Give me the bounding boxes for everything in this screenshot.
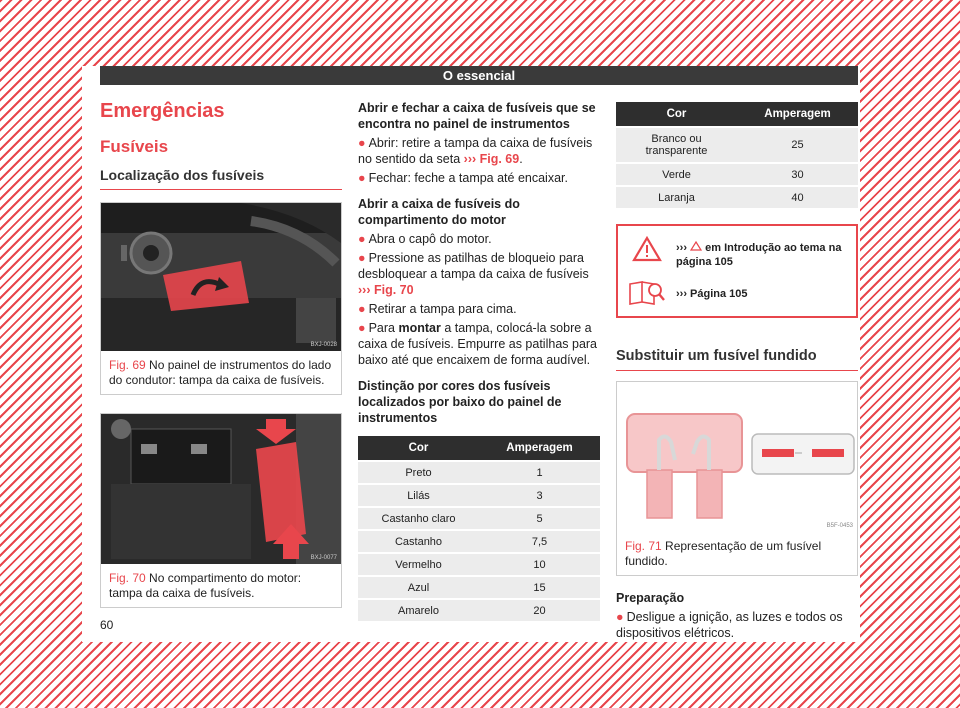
warning-icons [628,236,666,306]
bullet-capo [358,231,600,247]
bullet-text: Para [368,321,395,335]
table-cell: 10 [479,554,600,575]
table-row [358,462,600,483]
figure-caption [101,351,341,394]
figure-label: Fig. 70 [109,571,146,585]
bullet-dot: ● [358,321,366,335]
table-cell: 15 [479,577,600,598]
small-warning-icon [690,241,702,251]
table-cell: Lilás [358,485,479,506]
dashboard-fuse-image [101,203,341,351]
bullet-retirar [358,301,600,317]
column-1 [100,100,342,608]
section-abrir-fechar-title: Abrir e fechar a caixa de fusíveis que se encontra no painel de instrumentos [358,101,596,131]
table-row [358,577,600,598]
bullet-montar [358,320,600,368]
header-bar: O essencial [100,66,858,85]
table-row [358,600,600,621]
figure-caption-text: No compartimento do motor: tampa da caixa de fusíveis. [109,571,302,600]
bullet-dot: ● [358,302,366,316]
heading-fusiveis: Fusíveis [100,137,169,156]
bullet-abrir [358,135,600,167]
table-cell: Preto [358,462,479,483]
table-row [358,508,600,529]
blown-fuse-image [617,382,857,532]
bullet-text: Abra o capô do motor. [368,232,492,246]
table-header: Amperagem [479,436,600,460]
table-cell: Verde [616,164,737,185]
table-cell: Branco ou transparente [616,128,737,162]
page-105-link[interactable]: ››› Página 105 [676,288,748,300]
table-header: Cor [616,102,737,126]
warning-intro-link[interactable] [676,241,846,269]
engine-fuse-image [101,414,341,564]
table-cell: Laranja [616,187,737,208]
dashboard-illustration [101,203,341,351]
bullet-text: Pressione as patilhas de bloqueio para desbloquear a tampa da caixa de fusíveis [358,251,589,281]
table-cell: 5 [479,508,600,529]
section-cores-title: Distinção por cores dos fusíveis localizados por baixo do painel de instrumentos [358,379,562,425]
table-cell: 7,5 [479,531,600,552]
figure-71 [616,381,858,576]
engine-illustration [101,414,341,564]
section-motor-title: Abrir a caixa de fusíveis do compartimento do motor [358,197,520,227]
warning-reference-box [616,224,858,318]
section-preparacao-title: Preparação [616,591,685,605]
bullet-dot: ● [358,136,366,150]
figure-caption-text: Representação de um fusível fundido. [625,539,822,568]
table-cell: Vermelho [358,554,479,575]
table-row [358,485,600,506]
figure-code: BXJ-0028 [310,342,337,348]
table-row [358,531,600,552]
table-cell: Amarelo [358,600,479,621]
table-row [616,128,858,162]
bullet-text: a tampa, colocá-la sobre a caixa de fusíveis. Empurre as patilhas para baixo até que encaixem de forma audível. [358,321,598,367]
table-cell: 20 [479,600,600,621]
table-cell: Castanho [358,531,479,552]
heading-substituir: Substituir um fusível fundido [616,348,858,371]
bullet-bold: montar [398,321,441,335]
figure-label: Fig. 71 [625,539,662,553]
figure-caption-text: No painel de instrumentos do lado do condutor: tampa da caixa de fusíveis. [109,358,332,387]
bullet-dot: ● [358,251,366,265]
warning-reference-text [676,241,846,301]
table-cell: 1 [479,462,600,483]
bullet-text: Desligue a ignição, as luzes e todos os dispositivos elétricos. [616,610,843,640]
book-magnifier-icon [628,278,666,306]
bullet-text: Retirar a tampa para cima. [368,302,517,316]
fig-70-link[interactable]: ››› Fig. 70 [358,283,414,297]
figure-caption [101,564,341,607]
page-number: 60 [100,618,114,632]
figure-code: B5F-0453 [826,523,853,529]
table-cell: 40 [737,187,858,208]
bullet-text: Abrir: retire a tampa da caixa de fusíveis no sentido da seta [358,136,593,166]
bullet-end: . [519,152,523,166]
bullet-desligue [616,609,858,641]
figure-label: Fig. 69 [109,358,146,372]
heading-localizacao: Localização dos fusíveis [100,167,342,190]
column-3 [616,100,858,641]
figure-caption [617,532,857,575]
bullet-dot: ● [358,232,366,246]
table-cell: 30 [737,164,858,185]
table-row [616,187,858,208]
bullet-fechar [358,170,600,186]
warning-arrows: ››› [676,242,687,254]
table-cell: Azul [358,577,479,598]
fuse-color-table [358,434,600,623]
warning-intro-text: em Introdução ao tema na página 105 [676,242,842,268]
figure-69 [100,202,342,395]
table-header: Amperagem [737,102,858,126]
table-cell: Castanho claro [358,508,479,529]
table-cell: 3 [479,485,600,506]
figure-70 [100,413,342,608]
bullet-dot: ● [358,171,366,185]
figure-code: BXJ-0077 [310,555,337,561]
heading-emergencias: Emergências [100,100,225,122]
column-2 [358,100,600,623]
bullet-text: Fechar: feche a tampa até encaixar. [368,171,568,185]
table-cell: 25 [737,128,858,162]
bullet-patilhas [358,250,600,298]
bullet-dot: ● [616,610,624,624]
table-row [358,554,600,575]
table-header-row [358,436,600,460]
warning-triangle-icon [632,236,662,262]
fig-69-link[interactable]: ››› Fig. 69 [463,152,520,166]
table-row [616,164,858,185]
blown-fuse-illustration [617,382,857,532]
fuse-color-table-continued [616,100,858,210]
table-header: Cor [358,436,479,460]
table-header-row [616,102,858,126]
